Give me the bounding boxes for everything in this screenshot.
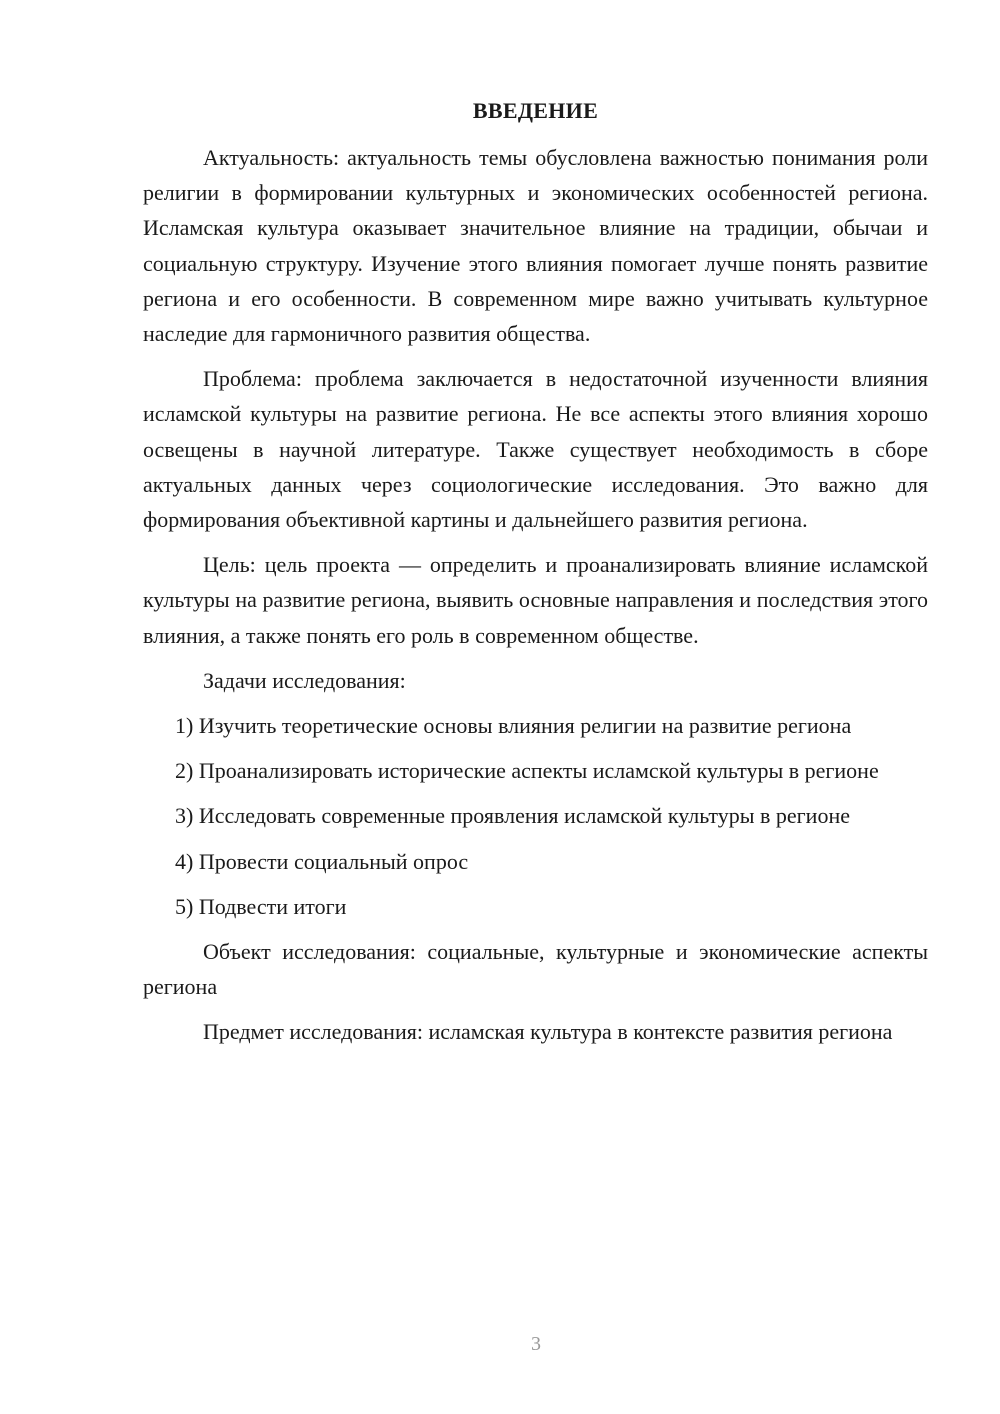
task-item: 3) Исследовать современные проявления исламской культуры в регионе (175, 803, 850, 829)
problem-paragraph: Проблема: проблема заключается в недостаточной изученности влияния исламской культуры на развитие региона. Не все аспекты этого влияния хорошо освещены в научной литературе. Также существует необходимость в сборе актуальных данных через социологические исследования. Это важно для формирования объективной картины и дальнейшего развития региона. (143, 366, 928, 533)
research-subject-paragraph: Предмет исследования: исламская культура в контексте развития региона (203, 1019, 893, 1045)
tasks-heading: Задачи исследования: (203, 667, 406, 693)
document-page (143, 96, 928, 1060)
task-item: 5) Подвести итоги (175, 893, 347, 919)
goal-paragraph: Цель: цель проекта — определить и проанализировать влияние исламской культуры на развитие региона, выявить основные направления и последствия этого влияния, а также понять его роль в современном обществе. (143, 552, 928, 648)
task-item: 2) Проанализировать исторические аспекты исламской культуры в регионе (175, 758, 879, 784)
task-item: 4) Провести социальный опрос (175, 848, 469, 874)
page-number: 3 (531, 1333, 541, 1355)
research-object-paragraph: Объект исследования: социальные, культурные и экономические аспекты региона (143, 939, 928, 1000)
relevance-paragraph: Актуальность: актуальность темы обусловлена важностью понимания роли религии в формировании культурных и экономических особенностей региона. Исламская культура оказывает значительное влияние на традиции, обычаи и социальную структуру. Изучение этого влияния помогает лучше понять развитие региона и его особенности. В современном мире важно учитывать культурное наследие для гармоничного развития общества. (143, 145, 928, 347)
page-title: ВВЕДЕНИЕ (472, 98, 599, 123)
task-item: 1) Изучить теоретические основы влияния религии на развитие региона (175, 713, 852, 739)
